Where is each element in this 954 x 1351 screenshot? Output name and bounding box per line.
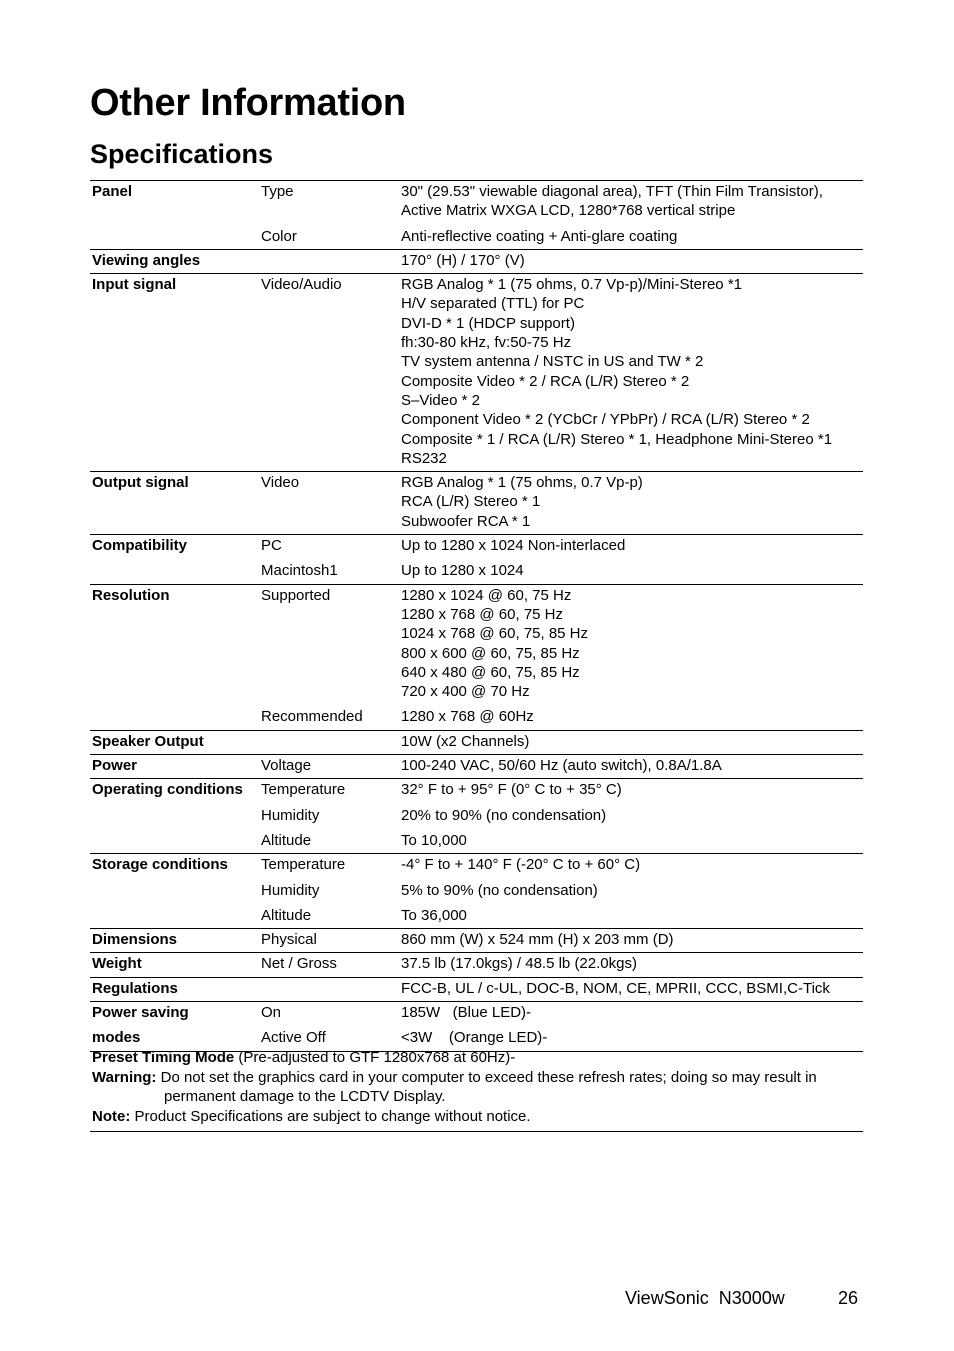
spec-subcategory: Physical (261, 931, 317, 949)
spec-group (90, 779, 863, 854)
spec-row (90, 1028, 863, 1047)
spec-subcategory: Recommended (261, 708, 363, 726)
spec-subcategory: Humidity (261, 881, 320, 899)
spec-value-line: 20% to 90% (no condensation) (401, 806, 607, 824)
spec-value (401, 1028, 863, 1047)
spec-value-line: RCA (L/R) Stereo * 1 (401, 493, 541, 511)
spec-group (90, 250, 863, 274)
spec-value (401, 906, 863, 925)
spec-value (401, 756, 863, 775)
spec-value (401, 732, 863, 751)
spec-category-label: Panel (92, 183, 133, 200)
spec-value-line: RGB Analog * 1 (75 ohms, 0.7 Vp-p)/Mini-Stereo *1 (401, 276, 743, 294)
spec-group (90, 585, 863, 731)
spec-row (90, 182, 863, 221)
spec-group (90, 274, 863, 472)
spec-group (90, 978, 863, 1002)
spec-category-label: Power (92, 757, 138, 775)
spec-subcategory: Type (261, 183, 294, 200)
spec-value-line: 720 x 400 @ 70 Hz (401, 683, 530, 701)
spec-category-label: Resolution (92, 586, 170, 604)
spec-value-line: RGB Analog * 1 (75 ohms, 0.7 Vp-p) (401, 474, 643, 492)
spec-category-label: Storage conditions (92, 856, 228, 874)
spec-category-label: Input signal (92, 276, 177, 294)
spec-subcategory: Altitude (261, 831, 312, 849)
spec-value-line: 10W (x2 Channels) (401, 732, 530, 750)
spec-category-spacer (90, 831, 261, 850)
spec-category-spacer (90, 806, 261, 825)
spec-value-line: Composite * 1 / RCA (L/R) Stereo * 1, Headphone Mini-Stereo *1 (401, 430, 833, 448)
spec-category-label: Regulations (92, 979, 178, 997)
spec-value-line: RS232 (401, 449, 447, 467)
spec-subcategory: Altitude (261, 906, 312, 924)
spec-value (401, 1003, 863, 1022)
spec-category-label: Viewing angles (92, 251, 201, 269)
spec-category-spacer (90, 707, 261, 726)
spec-value (401, 930, 863, 949)
spec-value-line: 800 x 600 @ 60, 75, 85 Hz (401, 644, 580, 662)
spec-category-label: Speaker Output (92, 732, 204, 750)
spec-group (90, 755, 863, 779)
spec-subcategory: Net / Gross (261, 955, 337, 973)
note-text: Product Specifications are subject to change without notice. (130, 1107, 531, 1125)
spec-row (90, 732, 863, 751)
change-notice-note (90, 1107, 863, 1127)
spec-value-line: S–Video * 2 (401, 391, 480, 409)
spec-row (90, 586, 863, 702)
spec-value-line: DVI-D * 1 (HDCP support) (401, 314, 575, 332)
spec-group (90, 854, 863, 929)
spec-value (401, 707, 863, 726)
spec-row (90, 561, 863, 580)
spec-value (401, 954, 863, 973)
spec-value-line: 37.5 lb (17.0kgs) / 48.5 lb (22.0kgs) (401, 955, 637, 973)
spec-value-line: fh:30-80 kHz, fv:50-75 Hz (401, 334, 572, 352)
spec-value-line: 100-240 VAC, 50/60 Hz (auto switch), 0.8A/1.8A (401, 757, 722, 775)
spec-value (401, 780, 863, 799)
spec-subcategory: Voltage (261, 757, 312, 775)
spec-category-spacer (90, 881, 261, 900)
spec-value (401, 586, 863, 702)
spec-row (90, 536, 863, 555)
spec-row (90, 979, 863, 998)
spec-value (401, 855, 863, 874)
spec-value-line: 5% to 90% (no condensation) (401, 881, 598, 899)
spec-category-label-continued: modes (92, 1029, 141, 1047)
spec-value (401, 881, 863, 900)
spec-value-line: Active Matrix WXGA LCD, 1280*768 vertical stripe (401, 202, 736, 220)
spec-category-label: Operating conditions (92, 781, 243, 799)
warning-label: Warning: (92, 1068, 157, 1086)
spec-value-line: 1280 x 768 @ 60, 75 Hz (401, 605, 563, 623)
spec-row (90, 275, 863, 468)
spec-value (401, 979, 863, 998)
spec-row (90, 251, 863, 270)
page-title: Other Information (90, 82, 406, 124)
spec-value-line: Up to 1280 x 1024 (401, 562, 524, 580)
spec-value-line: 1280 x 1024 @ 60, 75 Hz (401, 586, 572, 604)
spec-value-line: 185W (Blue LED)- (401, 1003, 532, 1021)
spec-value (401, 806, 863, 825)
spec-group (90, 535, 863, 585)
spec-row (90, 756, 863, 775)
spec-value-line: 30" (29.53" viewable diagonal area), TFT (Thin Film Transistor), (401, 183, 823, 200)
spec-value (401, 182, 863, 221)
spec-group (90, 181, 863, 250)
spec-category-spacer (90, 906, 261, 925)
spec-row (90, 473, 863, 531)
spec-subcategory: Temperature (261, 781, 346, 799)
preset-timing-note (90, 1048, 863, 1068)
spec-row (90, 930, 863, 949)
spec-category-label: Power saving (92, 1003, 189, 1021)
preset-timing-label: Preset Timing Mode (92, 1049, 235, 1066)
spec-category-label: Weight (92, 955, 142, 973)
spec-value (401, 473, 863, 531)
spec-subcategory: Color (261, 227, 297, 245)
spec-group (90, 731, 863, 755)
spec-value-line: 170° (H) / 170° (V) (401, 251, 525, 269)
spec-group (90, 929, 863, 953)
spec-subcategory (261, 732, 401, 751)
spec-row (90, 780, 863, 799)
spec-row (90, 707, 863, 726)
spec-value (401, 275, 863, 468)
spec-subcategory: Supported (261, 586, 331, 604)
spec-category-label: Output signal (92, 474, 189, 492)
footer-page-number: 26 (838, 1288, 859, 1308)
spec-category-label: Dimensions (92, 931, 178, 949)
spec-row (90, 906, 863, 925)
preset-timing-text: (Pre-adjusted to GTF 1280x768 at 60Hz)- (234, 1049, 516, 1066)
spec-value-line: 1280 x 768 @ 60Hz (401, 708, 534, 726)
spec-category-spacer (90, 561, 261, 580)
spec-subcategory: PC (261, 537, 282, 555)
spec-value-line: Up to 1280 x 1024 Non-interlaced (401, 537, 626, 555)
spec-value-line: 32° F to + 95° F (0° C to + 35° C) (401, 781, 622, 799)
spec-value-line: TV system antenna / NSTC in US and TW * 2 (401, 353, 704, 371)
spec-subcategory: Macintosh1 (261, 562, 338, 580)
spec-value (401, 227, 863, 246)
notes-block (90, 1048, 863, 1132)
spec-row (90, 855, 863, 874)
spec-row (90, 1003, 863, 1022)
spec-group (90, 953, 863, 977)
spec-category-label: Compatibility (92, 537, 188, 555)
spec-subcategory: On (261, 1003, 282, 1021)
spec-value (401, 536, 863, 555)
section-title: Specifications (90, 139, 274, 169)
spec-value-line: 860 mm (W) x 524 mm (H) x 203 mm (D) (401, 931, 674, 949)
spec-value-line: -4° F to + 140° F (-20° C to + 60° C) (401, 856, 641, 874)
spec-row (90, 881, 863, 900)
spec-value-line: H/V separated (TTL) for PC (401, 295, 585, 313)
spec-category-spacer (90, 227, 261, 246)
spec-group (90, 1002, 863, 1052)
spec-subcategory: Active Off (261, 1029, 326, 1047)
spec-subcategory: Video/Audio (261, 276, 342, 294)
spec-value-line: Anti-reflective coating + Anti-glare coating (401, 227, 678, 245)
spec-value (401, 561, 863, 580)
spec-row (90, 831, 863, 850)
warning-text: Do not set the graphics card in your computer to exceed these refresh rates; doing so may result in permanent damage to the LCDTV Display. (156, 1068, 817, 1105)
spec-value-line: To 10,000 (401, 831, 467, 849)
spec-subcategory: Humidity (261, 806, 320, 824)
spec-row (90, 227, 863, 246)
footer-brand-model: ViewSonic N3000w (625, 1288, 785, 1308)
spec-value-line: 1024 x 768 @ 60, 75, 85 Hz (401, 625, 589, 643)
spec-value-line: Subwoofer RCA * 1 (401, 512, 531, 530)
spec-row (90, 806, 863, 825)
spec-value-line: FCC-B, UL / c-UL, DOC-B, NOM, CE, MPRII, CCC, BSMI,C-Tick (401, 979, 830, 997)
spec-value-line: Component Video * 2 (YCbCr / YPbPr) / RCA (L/R) Stereo * 2 (401, 411, 810, 429)
spec-value (401, 251, 863, 270)
spec-value-line: 640 x 480 @ 60, 75, 85 Hz (401, 663, 580, 681)
spec-value-line: <3W (Orange LED)- (401, 1029, 548, 1047)
spec-group (90, 472, 863, 535)
spec-subcategory: Video (261, 474, 300, 492)
spec-value-line: To 36,000 (401, 906, 467, 924)
spec-subcategory (261, 979, 401, 998)
spec-value-line: Composite Video * 2 / RCA (L/R) Stereo * 2 (401, 372, 690, 390)
spec-subcategory: Temperature (261, 856, 346, 874)
spec-subcategory (261, 251, 401, 270)
warning-note (90, 1068, 863, 1107)
note-label: Note: (92, 1107, 131, 1125)
specifications-table (90, 180, 863, 1052)
spec-row (90, 954, 863, 973)
spec-value (401, 831, 863, 850)
